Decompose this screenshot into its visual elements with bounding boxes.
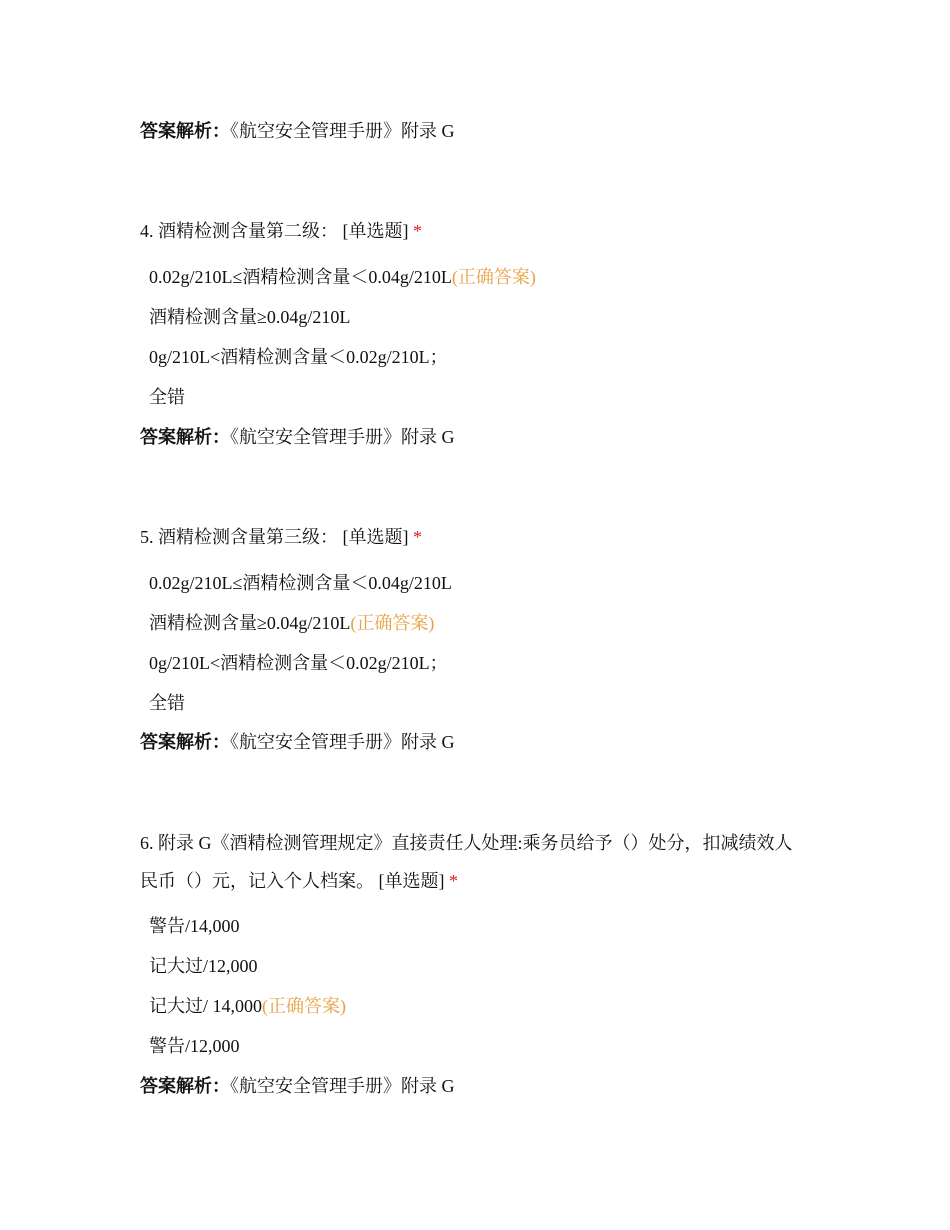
correct-answer-mark: (正确答案) — [350, 613, 435, 633]
required-mark: * — [413, 221, 422, 241]
correct-answer-mark: (正确答案) — [451, 267, 536, 287]
question-6-option-c — [149, 994, 346, 1018]
question-4-option-b — [149, 305, 350, 329]
question-5-option-a — [149, 571, 452, 595]
required-mark: * — [449, 871, 458, 891]
analysis-text: 《航空安全管理手册》附录 G — [230, 427, 455, 447]
option-text: 警告/14,000 — [149, 916, 240, 936]
option-text: 警告/12,000 — [149, 1036, 240, 1056]
question-type: [单选题] — [342, 527, 409, 547]
analysis-label: 答案解析： — [140, 732, 230, 752]
question-title-text: 5. 酒精检测含量第三级： — [140, 527, 338, 547]
question-title-text: 4. 酒精检测含量第二级： — [140, 221, 338, 241]
question-6-option-b — [149, 954, 258, 978]
question-type: [单选题] — [342, 221, 409, 241]
correct-answer-mark: (正确答案) — [262, 996, 347, 1016]
question-6-option-a — [149, 914, 240, 938]
option-text: 酒精检测含量≥0.04g/210L — [149, 307, 351, 327]
option-text: 记大过/12,000 — [149, 956, 258, 976]
question-4-option-d — [149, 385, 185, 409]
option-text: 酒精检测含量≥0.04g/210L — [149, 613, 351, 633]
option-text: 0g/210L<酒精检测含量＜0.02g/210L； — [149, 347, 448, 367]
analysis-label: 答案解析： — [140, 121, 230, 141]
option-text: 全错 — [149, 387, 185, 407]
answer-analysis-q3 — [140, 119, 455, 143]
answer-analysis-q6 — [140, 1074, 455, 1098]
question-4-option-c — [149, 345, 448, 369]
analysis-label: 答案解析： — [140, 427, 230, 447]
option-text: 全错 — [149, 693, 185, 713]
question-5-option-d — [149, 691, 185, 715]
question-4-title — [140, 212, 810, 250]
analysis-label: 答案解析： — [140, 1076, 230, 1096]
analysis-text: 《航空安全管理手册》附录 G — [230, 121, 455, 141]
analysis-text: 《航空安全管理手册》附录 G — [230, 732, 455, 752]
option-text: 0g/210L<酒精检测含量＜0.02g/210L； — [149, 653, 448, 673]
question-5-option-b — [149, 611, 434, 635]
option-text: 0.02g/210L≤酒精检测含量＜0.04g/210L — [149, 573, 452, 593]
answer-analysis-q4 — [140, 425, 455, 449]
question-4-option-a — [149, 265, 536, 289]
question-5-option-c — [149, 651, 448, 675]
question-6-title — [140, 824, 810, 900]
analysis-text: 《航空安全管理手册》附录 G — [230, 1076, 455, 1096]
question-5-title — [140, 518, 810, 556]
required-mark: * — [413, 527, 422, 547]
option-text: 记大过/ 14,000 — [149, 996, 263, 1016]
answer-analysis-q5 — [140, 730, 455, 754]
option-text: 0.02g/210L≤酒精检测含量＜0.04g/210L — [149, 267, 452, 287]
question-type: [单选题] — [378, 871, 445, 891]
question-title-text: 6. 附录 G《酒精检测管理规定》直接责任人处理:乘务员给予（）处分，扣减绩效人民币（）元，记入个人档案。 — [140, 833, 793, 891]
question-6-option-d — [149, 1034, 240, 1058]
